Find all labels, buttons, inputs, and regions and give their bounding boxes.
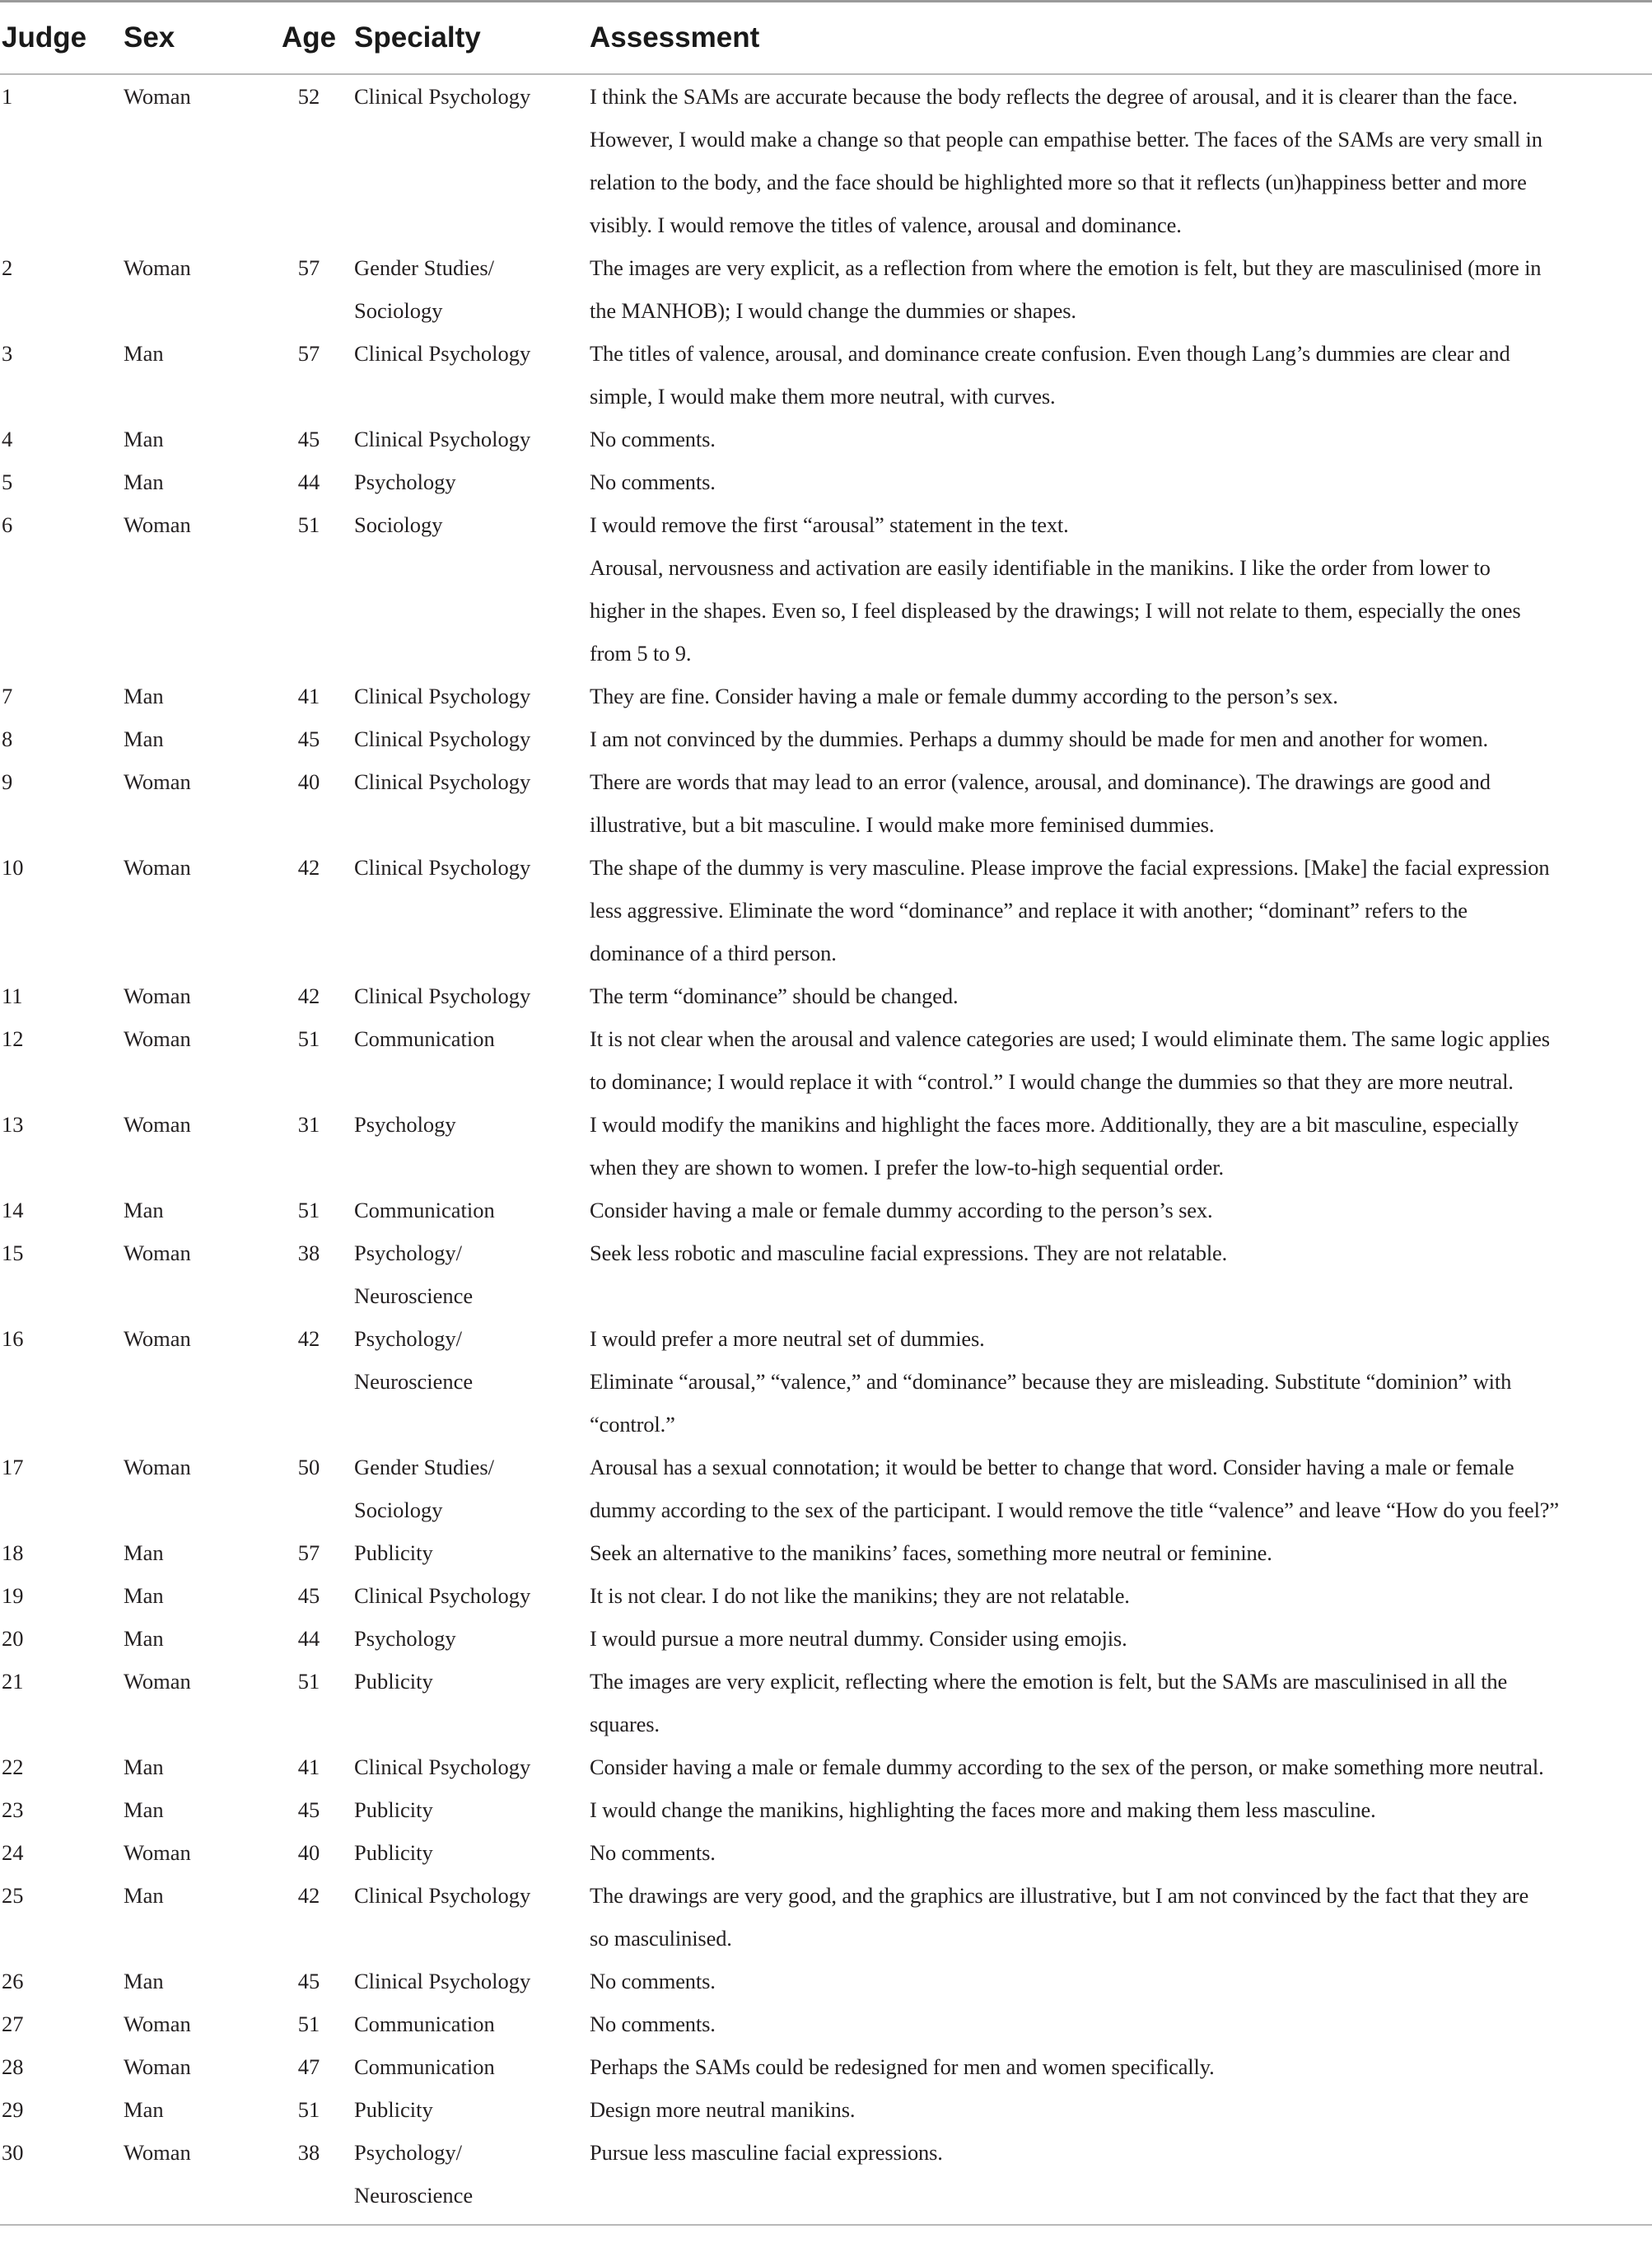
assessment-line: I would prefer a more neutral set of dummies. [590,1326,985,1351]
judge-cell: 13 [2,1112,24,1137]
specialty-line: Neuroscience [354,1369,474,1394]
specialty-cell [354,1874,590,1960]
table-row [0,760,1652,846]
assessment-line: the MANHOB); I would change the dummies or shapes. [590,298,1076,323]
assessment-line: I would change the manikins, highlighting the faces more and making them less masculine. [590,1797,1376,1822]
specialty-cell [354,2088,590,2131]
judge-cell: 28 [2,2054,24,2079]
assessment-line: Arousal has a sexual connotation; it would be better to change that word. Consider having a male or female [590,1455,1514,1479]
assessment-line: when they are shown to women. I prefer the low-to-high sequential order. [590,1155,1224,1180]
sex-cell: Man [124,1755,164,1779]
specialty-line: Publicity [354,1797,433,1822]
specialty-cell [354,74,590,246]
age-cell: 41 [297,1755,320,1779]
assessment-line: I would pursue a more neutral dummy. Consider using emojis. [590,1626,1127,1651]
assessment-line: from 5 to 9. [590,641,692,666]
specialty-line: Clinical Psychology [354,769,531,794]
assessment-cell [590,74,1652,246]
assessment-cell [590,2131,1652,2217]
assessment-line: visibly. I would remove the titles of valence, arousal and dominance. [590,213,1182,237]
table-row [0,1617,1652,1660]
table-row [0,2131,1652,2217]
age-cell: 45 [297,1969,320,1993]
age-cell: 44 [297,470,320,494]
header-row [0,2,1652,75]
sex-cell: Woman [124,2140,191,2165]
assessment-cell [590,1231,1652,1317]
age-cell: 51 [297,2012,320,2036]
specialty-cell [354,460,590,503]
assessment-line: Seek an alternative to the manikins’ faces, something more neutral or feminine. [590,1540,1272,1565]
table-row [0,246,1652,332]
age-cell: 31 [297,1112,320,1137]
table-row [0,2088,1652,2131]
assessment-cell [590,1531,1652,1574]
sex-cell: Woman [124,255,191,280]
assessment-line: Pursue less masculine facial expressions. [590,2140,943,2165]
assessment-cell [590,675,1652,717]
table-row [0,1231,1652,1317]
judge-cell: 15 [2,1241,24,1265]
sex-cell: Woman [124,512,191,537]
specialty-cell [354,2002,590,2045]
judge-cell: 17 [2,1455,24,1479]
age-cell: 47 [297,2054,320,2079]
specialty-line: Psychology/ [354,2140,463,2165]
specialty-line: Sociology [354,1498,443,1522]
sex-cell: Woman [124,1112,191,1137]
assessment-line: I would modify the manikins and highlight the faces more. Additionally, they are a bit masculine, especially [590,1112,1519,1137]
judge-cell: 7 [2,684,13,708]
sex-cell: Man [124,727,164,751]
assessment-line: Seek less robotic and masculine facial expressions. They are not relatable. [590,1241,1228,1265]
assessment-cell [590,418,1652,460]
assessment-line: to dominance; I would replace it with “control.” I would change the dummies so that they are more neutral. [590,1069,1514,1094]
specialty-cell [354,760,590,846]
assessment-line: I would remove the first “arousal” statement in the text. [590,512,1069,537]
sex-cell: Man [124,1797,164,1822]
assessment-line: They are fine. Consider having a male or female dummy according to the person’s sex. [590,684,1338,708]
age-cell: 44 [297,1626,320,1651]
age-cell: 45 [297,727,320,751]
assessment-cell [590,1103,1652,1189]
judge-cell: 8 [2,727,13,751]
assessment-line: The images are very explicit, reflecting where the emotion is felt, but the SAMs are masculinised in all the [590,1669,1508,1694]
specialty-cell [354,1446,590,1531]
age-cell: 51 [297,512,320,537]
assessment-cell [590,1660,1652,1745]
assessment-line: Arousal, nervousness and activation are easily identifiable in the manikins. I like the order from lower to [590,555,1491,580]
sex-cell: Man [124,2097,164,2122]
table-row [0,717,1652,760]
table-row [0,1788,1652,1831]
assessment-line: Consider having a male or female dummy according to the person’s sex. [590,1198,1213,1222]
table-row [0,1531,1652,1574]
sex-cell: Woman [124,2012,191,2036]
judge-cell: 5 [2,470,13,494]
assessment-line: The images are very explicit, as a reflection from where the emotion is felt, but they are masculinised (more in [590,255,1542,280]
specialty-line: Clinical Psychology [354,855,531,880]
specialty-line: Psychology/ [354,1241,463,1265]
specialty-cell [354,1531,590,1574]
assessment-line: No comments. [590,2012,716,2036]
specialty-line: Psychology/ [354,1326,463,1351]
judge-cell: 21 [2,1669,24,1694]
table-row [0,2045,1652,2088]
table-row [0,1874,1652,1960]
age-cell: 42 [297,1326,320,1351]
assessment-line: I am not convinced by the dummies. Perhaps a dummy should be made for men and another for women. [590,727,1488,751]
sex-cell: Man [124,684,164,708]
specialty-cell [354,246,590,332]
assessment-line: It is not clear. I do not like the manikins; they are not relatable. [590,1583,1130,1608]
assessment-line: The titles of valence, arousal, and dominance create confusion. Even though Lang’s dummies are clear and [590,341,1510,366]
age-cell: 45 [297,427,320,451]
age-cell: 57 [297,255,320,280]
judge-cell: 10 [2,855,24,880]
assessment-line: higher in the shapes. Even so, I feel displeased by the drawings; I will not relate to them, especially the ones [590,598,1521,623]
specialty-cell [354,418,590,460]
assessment-cell [590,1574,1652,1617]
assessment-cell [590,2045,1652,2088]
assessment-line: “control.” [590,1412,675,1437]
assessment-cell [590,2088,1652,2131]
specialty-line: Communication [354,2054,495,2079]
assessment-cell [590,460,1652,503]
judge-cell: 16 [2,1326,24,1351]
assessment-line: No comments. [590,427,716,451]
sex-cell: Woman [124,769,191,794]
judge-cell: 3 [2,341,13,366]
table-body [0,74,1652,2217]
assessment-cell [590,1446,1652,1531]
assessment-cell [590,974,1652,1017]
specialty-line: Clinical Psychology [354,427,531,451]
judge-cell: 11 [2,984,23,1008]
assessment-cell [590,2002,1652,2045]
assessment-line: less aggressive. Eliminate the word “dominance” and replace it with another; “dominant” refers to the [590,898,1468,923]
table-row [0,460,1652,503]
table-row [0,74,1652,246]
table-row [0,974,1652,1017]
table-row [0,1189,1652,1231]
specialty-line: Neuroscience [354,1283,474,1308]
specialty-cell [354,1617,590,1660]
table-row [0,1831,1652,1874]
assessment-line: illustrative, but a bit masculine. I would make more feminised dummies. [590,812,1215,837]
specialty-line: Psychology [354,1626,456,1651]
assessment-line: simple, I would make them more neutral, with curves. [590,384,1056,409]
table-row [0,503,1652,675]
age-cell: 52 [297,84,320,109]
column-header-specialty: Specialty [354,2,590,75]
specialty-line: Publicity [354,1540,433,1565]
age-cell: 38 [297,1241,320,1265]
table-row [0,2002,1652,2045]
judge-cell: 26 [2,1969,24,1993]
judge-cell: 4 [2,427,13,451]
sex-cell: Woman [124,84,191,109]
judge-cell: 20 [2,1626,24,1651]
sex-cell: Woman [124,2054,191,2079]
sex-cell: Man [124,1626,164,1651]
sex-cell: Man [124,1198,164,1222]
sex-cell: Man [124,1969,164,1993]
specialty-line: Communication [354,2012,495,2036]
assessment-line: No comments. [590,1840,716,1865]
assessment-line: dominance of a third person. [590,941,837,965]
specialty-cell [354,846,590,974]
sex-cell: Woman [124,855,191,880]
sex-cell: Woman [124,1326,191,1351]
assessment-cell [590,1960,1652,2002]
age-cell: 41 [297,684,320,708]
table-row [0,1745,1652,1788]
assessment-cell [590,503,1652,675]
specialty-line: Neuroscience [354,2183,474,2208]
age-cell: 42 [297,1883,320,1908]
assessment-cell [590,717,1652,760]
assessment-line: Perhaps the SAMs could be redesigned for men and women specifically. [590,2054,1215,2079]
sex-cell: Woman [124,984,191,1008]
specialty-cell [354,2045,590,2088]
judge-cell: 22 [2,1755,24,1779]
assessment-cell [590,246,1652,332]
assessment-line: It is not clear when the arousal and valence categories are used; I would eliminate them. The same logic applies [590,1026,1550,1051]
assessment-line: There are words that may lead to an error (valence, arousal, and dominance). The drawings are good and [590,769,1491,794]
judge-cell: 6 [2,512,13,537]
specialty-cell [354,717,590,760]
assessment-line: No comments. [590,470,716,494]
age-cell: 51 [297,2097,320,2122]
assessment-cell [590,1745,1652,1788]
sex-cell: Man [124,1540,164,1565]
sex-cell: Woman [124,1840,191,1865]
judge-cell: 1 [2,84,13,109]
sex-cell: Man [124,1583,164,1608]
judge-cell: 23 [2,1797,24,1822]
judge-cell: 14 [2,1198,24,1222]
sex-cell: Woman [124,1241,191,1265]
table-row [0,1317,1652,1446]
table-row [0,1017,1652,1103]
specialty-cell [354,1788,590,1831]
age-cell: 40 [297,1840,320,1865]
assessment-line: No comments. [590,1969,716,1993]
specialty-cell [354,1660,590,1745]
specialty-line: Clinical Psychology [354,1583,531,1608]
table-row [0,332,1652,418]
judge-cell: 25 [2,1883,24,1908]
judge-cell: 12 [2,1026,24,1051]
specialty-line: Clinical Psychology [354,341,531,366]
specialty-line: Psychology [354,470,456,494]
assessment-cell [590,1317,1652,1446]
specialty-cell [354,1103,590,1189]
age-cell: 38 [297,2140,320,2165]
judge-cell: 2 [2,255,13,280]
specialty-line: Gender Studies/ [354,255,495,280]
assessment-line: squares. [590,1712,660,1736]
table-row [0,418,1652,460]
assessment-cell [590,846,1652,974]
specialty-line: Sociology [354,512,443,537]
table-row [0,1103,1652,1189]
specialty-line: Sociology [354,298,443,323]
sex-cell: Woman [124,1455,191,1479]
specialty-line: Clinical Psychology [354,1969,531,1993]
table-header [0,2,1652,75]
specialty-line: Clinical Psychology [354,727,531,751]
specialty-line: Clinical Psychology [354,984,531,1008]
judge-cell: 19 [2,1583,24,1608]
assessment-line: The term “dominance” should be changed. [590,984,959,1008]
specialty-line: Communication [354,1198,495,1222]
specialty-cell [354,503,590,675]
age-cell: 45 [297,1797,320,1822]
assessment-cell [590,1617,1652,1660]
specialty-line: Clinical Psychology [354,84,531,109]
assessment-line: I think the SAMs are accurate because the body reflects the degree of arousal, and it is clearer than the face. [590,84,1518,109]
specialty-cell [354,1745,590,1788]
age-cell: 51 [297,1198,320,1222]
sex-cell: Woman [124,1026,191,1051]
age-cell: 45 [297,1583,320,1608]
specialty-cell [354,1017,590,1103]
assessment-line: Consider having a male or female dummy according to the sex of the person, or make something more neutral. [590,1755,1544,1779]
assessment-cell [590,332,1652,418]
column-header-judge: Judge [0,2,124,75]
table-row [0,1960,1652,2002]
sex-cell: Man [124,470,164,494]
specialty-line: Publicity [354,2097,433,2122]
judge-cell: 27 [2,2012,24,2036]
specialty-cell [354,1317,590,1446]
judge-cell: 9 [2,769,13,794]
specialty-line: Psychology [354,1112,456,1137]
judge-cell: 29 [2,2097,24,2122]
specialty-cell [354,974,590,1017]
judge-cell: 30 [2,2140,24,2165]
assessment-cell [590,1874,1652,1960]
assessment-cell [590,1189,1652,1231]
assessment-cell [590,1788,1652,1831]
assessment-line: The shape of the dummy is very masculine. Please improve the facial expressions. [Make] the facial expression [590,855,1550,880]
specialty-cell [354,2131,590,2217]
assessment-cell [590,760,1652,846]
specialty-line: Clinical Psychology [354,1755,531,1779]
sex-cell: Man [124,427,164,451]
specialty-cell [354,675,590,717]
assessment-cell [590,1831,1652,1874]
age-cell: 40 [297,769,320,794]
assessment-line: so masculinised. [590,1926,732,1951]
table-row [0,1574,1652,1617]
specialty-cell [354,1960,590,2002]
table-row [0,846,1652,974]
judge-cell: 18 [2,1540,24,1565]
specialty-cell [354,1574,590,1617]
age-cell: 42 [297,984,320,1008]
assessment-line: dummy according to the sex of the participant. I would remove the title “valence” and leave “How do you feel?” [590,1498,1560,1522]
assessment-line: However, I would make a change so that people can empathise better. The faces of the SAMs are very small in [590,127,1542,152]
specialty-line: Publicity [354,1669,433,1694]
specialty-cell [354,332,590,418]
specialty-line: Gender Studies/ [354,1455,495,1479]
table-row [0,675,1652,717]
sex-cell: Woman [124,1669,191,1694]
table-bottom-rule [0,2224,1652,2226]
age-cell: 42 [297,855,320,880]
specialty-cell [354,1231,590,1317]
assessment-line: Eliminate “arousal,” “valence,” and “dominance” because they are misleading. Substitute “dominion” with [590,1369,1512,1394]
specialty-cell [354,1831,590,1874]
age-cell: 57 [297,341,320,366]
age-cell: 51 [297,1026,320,1051]
column-header-sex: Sex [124,2,247,75]
specialty-line: Communication [354,1026,495,1051]
sex-cell: Man [124,341,164,366]
table-row [0,1660,1652,1745]
judge-cell: 24 [2,1840,24,1865]
column-header-assessment: Assessment [590,2,1652,75]
table-row [0,1446,1652,1531]
age-cell: 57 [297,1540,320,1565]
specialty-line: Clinical Psychology [354,1883,531,1908]
age-cell: 51 [297,1669,320,1694]
specialty-line: Clinical Psychology [354,684,531,708]
assessment-line: relation to the body, and the face should be highlighted more so that it reflects (un)happiness better and more [590,170,1527,194]
age-cell: 50 [297,1455,320,1479]
assessment-line: Design more neutral manikins. [590,2097,856,2122]
column-header-age: Age [247,2,354,75]
specialty-line: Publicity [354,1840,433,1865]
assessment-line: The drawings are very good, and the graphics are illustrative, but I am not convinced by the fact that they are [590,1883,1529,1908]
assessment-cell [590,1017,1652,1103]
sex-cell: Man [124,1883,164,1908]
specialty-cell [354,1189,590,1231]
